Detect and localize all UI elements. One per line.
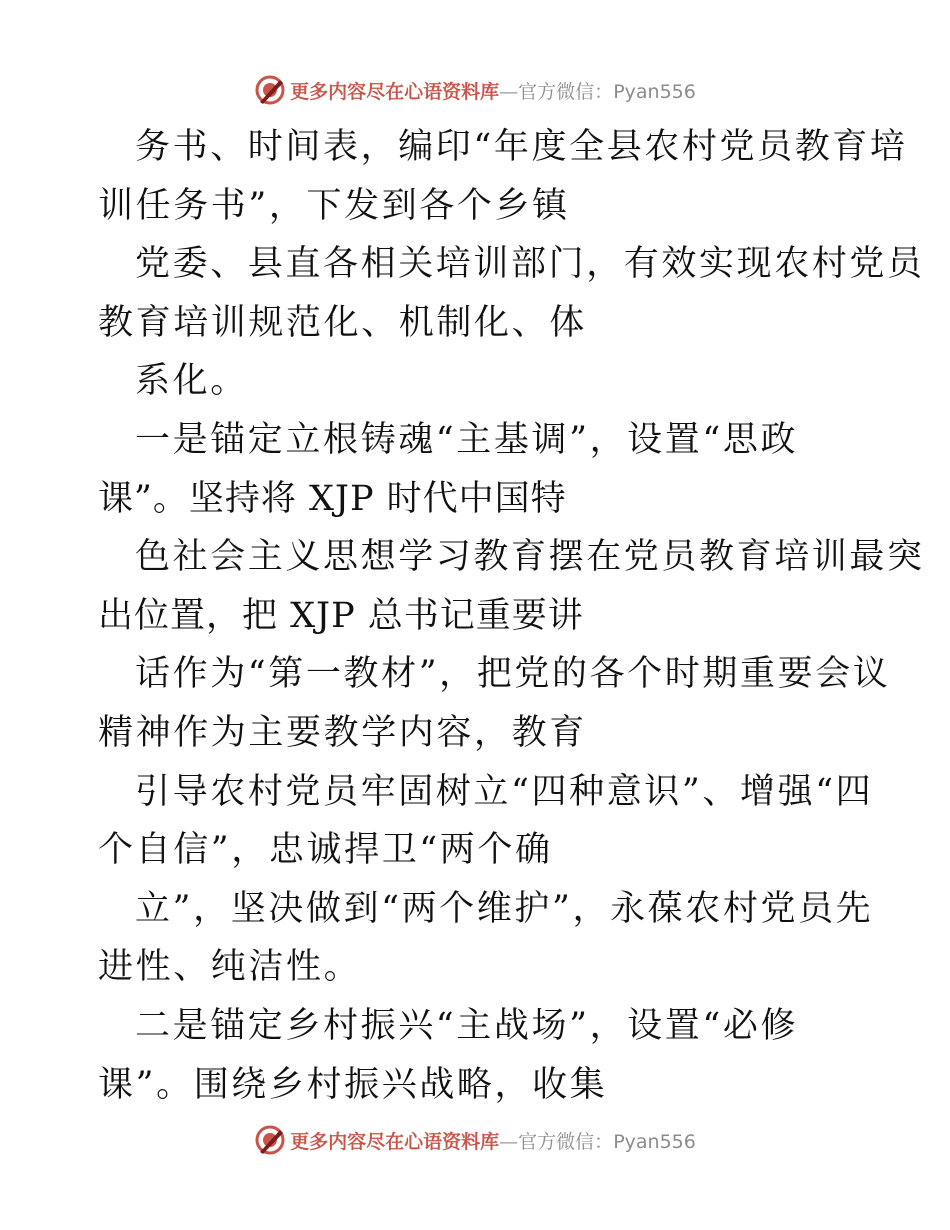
text-line: 一是锚定立根铸魂“主基调”，设置“思政: [135, 419, 799, 460]
text-line: 立”，坚决做到“两个维护”，永葆农村党员先: [135, 888, 874, 929]
text-line: 精神作为主要教学内容，教育: [98, 712, 587, 753]
text-line: 个自信”，忠诚捍卫“两个确: [98, 830, 553, 871]
text-line: 出位置，把 XJP 总书记重要讲: [98, 595, 584, 636]
text-line: 二是锚定乡村振兴“主战场”，设置“必修: [135, 1005, 799, 1046]
text-line: 色社会主义思想学习教育摆在党员教育培训最突: [135, 537, 925, 578]
pen-logo-icon: [254, 1124, 286, 1156]
text-line: 党委、县直各相关培训部门，有效实现农村党员: [135, 244, 925, 285]
text-line: 系化。: [135, 361, 248, 402]
text-line: 教育培训规范化、机制化、体: [98, 302, 587, 343]
text-line: 课”。围绕乡村振兴战略，收集: [98, 1064, 608, 1105]
text-line: 进性、纯洁性。: [98, 947, 362, 988]
banner-text: 更多内容尽在心语资料库—官方微信：Pyan556: [290, 1130, 696, 1153]
text-line: 课”。坚持将 XJP 时代中国特: [98, 478, 567, 519]
text-line: 务书、时间表，编印“年度全县农村党员教育培: [135, 127, 908, 167]
banner-text: 更多内容尽在心语资料库—官方微信：Pyan556: [290, 80, 696, 103]
document-body: [98, 118, 925, 1114]
text-line: 训任务书”，下发到各个乡镇: [98, 185, 570, 226]
footer-banner: [0, 1120, 950, 1160]
text-line: 话作为“第一教材”，把党的各个时期重要会议: [135, 654, 891, 695]
pen-logo-icon: [254, 74, 286, 106]
header-banner: [0, 70, 950, 110]
text-line: 引导农村党员牢固树立“四种意识”、增强“四: [135, 771, 874, 812]
